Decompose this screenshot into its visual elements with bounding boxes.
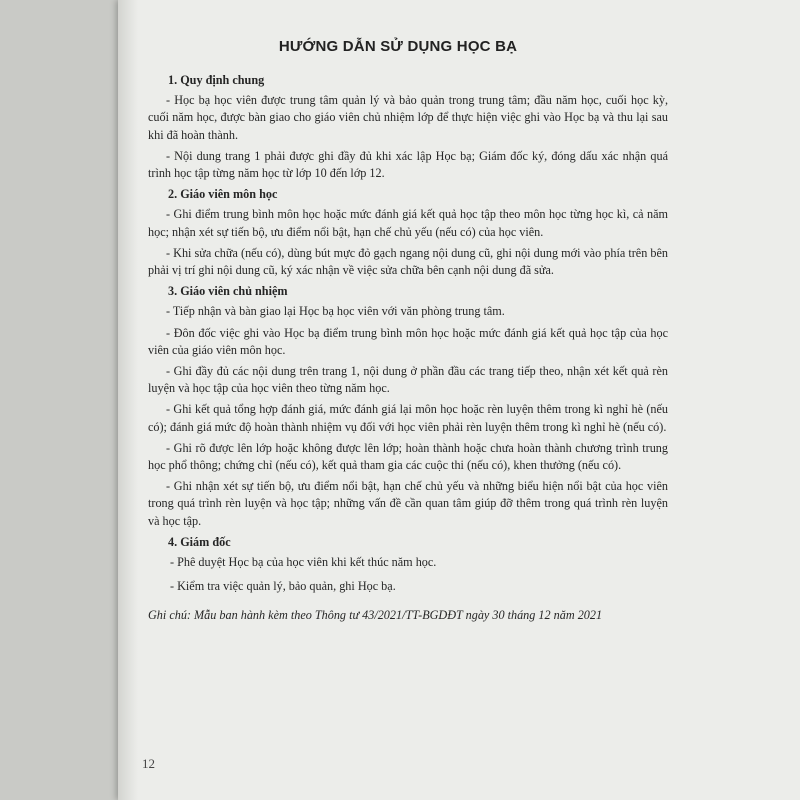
section-3-paragraph-2: - Đôn đốc việc ghi vào Học bạ điểm trung bình môn học hoặc mức đánh giá kết quả học tập của học viên của giáo viên môn học. bbox=[148, 325, 668, 357]
section-heading-1: 1. Quy định chung bbox=[168, 73, 265, 87]
section-1-paragraph-1: - Học bạ học viên được trung tâm quản lý và bảo quản trong trung tâm; đầu năm học, cuối học kỳ, cuối năm học, được bàn giao cho giáo viên chủ nhiệm lớp để thực hiện việc ghi vào Học bạ và thu lại sau khi đã hoàn thành. bbox=[148, 93, 668, 142]
section-3-paragraph-3: - Ghi đầy đủ các nội dung trên trang 1, nội dung ở phần đầu các trang tiếp theo, nhận xét kết quả rèn luyện và học tập của học viên theo từng năm học. bbox=[148, 364, 668, 396]
page-shadow-edge bbox=[118, 0, 138, 800]
section-3-paragraph-5: - Ghi rõ được lên lớp hoặc không được lên lớp; hoàn thành hoặc chưa hoàn thành chương trình trung học phổ thông; chứng chỉ (nếu có), kết quả tham gia các cuộc thi (nếu có), khen thưởng (nếu có). bbox=[148, 440, 668, 473]
section-heading-2: 2. Giáo viên môn học bbox=[168, 187, 278, 202]
section-3-paragraph-6: - Ghi nhận xét sự tiến bộ, ưu điểm nổi bật, hạn chế chủ yếu và những biểu hiện nổi bật của học viên trong quá trình rèn luyện và học tập; những vấn đề cần quan tâm giúp đỡ thêm trong quá trình rèn luyện và học tập. bbox=[148, 479, 668, 528]
section-3-paragraph-4: - Ghi kết quả tổng hợp đánh giá, mức đánh giá lại môn học hoặc rèn luyện thêm trong kì nghỉ hè (nếu có); đánh giá mức độ hoàn thành nhiệm vụ đối với học viên phải rèn luyện thêm trong kì nghỉ hè (nếu có). bbox=[148, 402, 668, 434]
section-heading-3: 3. Giáo viên chủ nhiệm bbox=[168, 284, 288, 299]
page-title: HƯỚNG DẪN SỬ DỤNG HỌC BẠ bbox=[278, 38, 518, 55]
footnote: Ghi chú: Mẫu ban hành kèm theo Thông tư 43/2021/TT-BGDĐT ngày 30 tháng 12 năm 2021 bbox=[148, 608, 603, 623]
section-2-paragraph-2: - Khi sửa chữa (nếu có), dùng bút mực đỏ gạch ngang nội dung cũ, ghi nội dung mới vào phía trên bên phải vị trí ghi nội dung cũ, ký xác nhận về việc sửa chữa bên cạnh nội dung đã sửa. bbox=[148, 245, 668, 278]
document-page bbox=[118, 0, 800, 800]
page-number: 12 bbox=[142, 756, 155, 771]
section-3-paragraph-1: - Tiếp nhận và bàn giao lại Học bạ học viên với văn phòng trung tâm. bbox=[166, 304, 505, 319]
section-4-item-1: - Phê duyệt Học bạ của học viên khi kết thúc năm học. bbox=[170, 555, 437, 570]
page-content bbox=[148, 70, 668, 625]
section-4-item-2: - Kiểm tra việc quản lý, bảo quản, ghi Học bạ. bbox=[170, 579, 396, 594]
section-1-paragraph-2: - Nội dung trang 1 phải được ghi đầy đủ khi xác lập Học bạ; Giám đốc ký, đóng dấu xác nhận quá trình học tập từng năm học từ lớp 10 đến lớp 12. bbox=[148, 148, 668, 181]
section-2-paragraph-1: - Ghi điểm trung bình môn học hoặc mức đánh giá kết quả học tập theo môn học từng học kì, cả năm học; nhận xét sự tiến bộ, ưu điểm nổi bật, hạn chế chủ yếu (nếu có) của học viên. bbox=[148, 207, 668, 239]
section-heading-4: 4. Giám đốc bbox=[168, 534, 231, 549]
